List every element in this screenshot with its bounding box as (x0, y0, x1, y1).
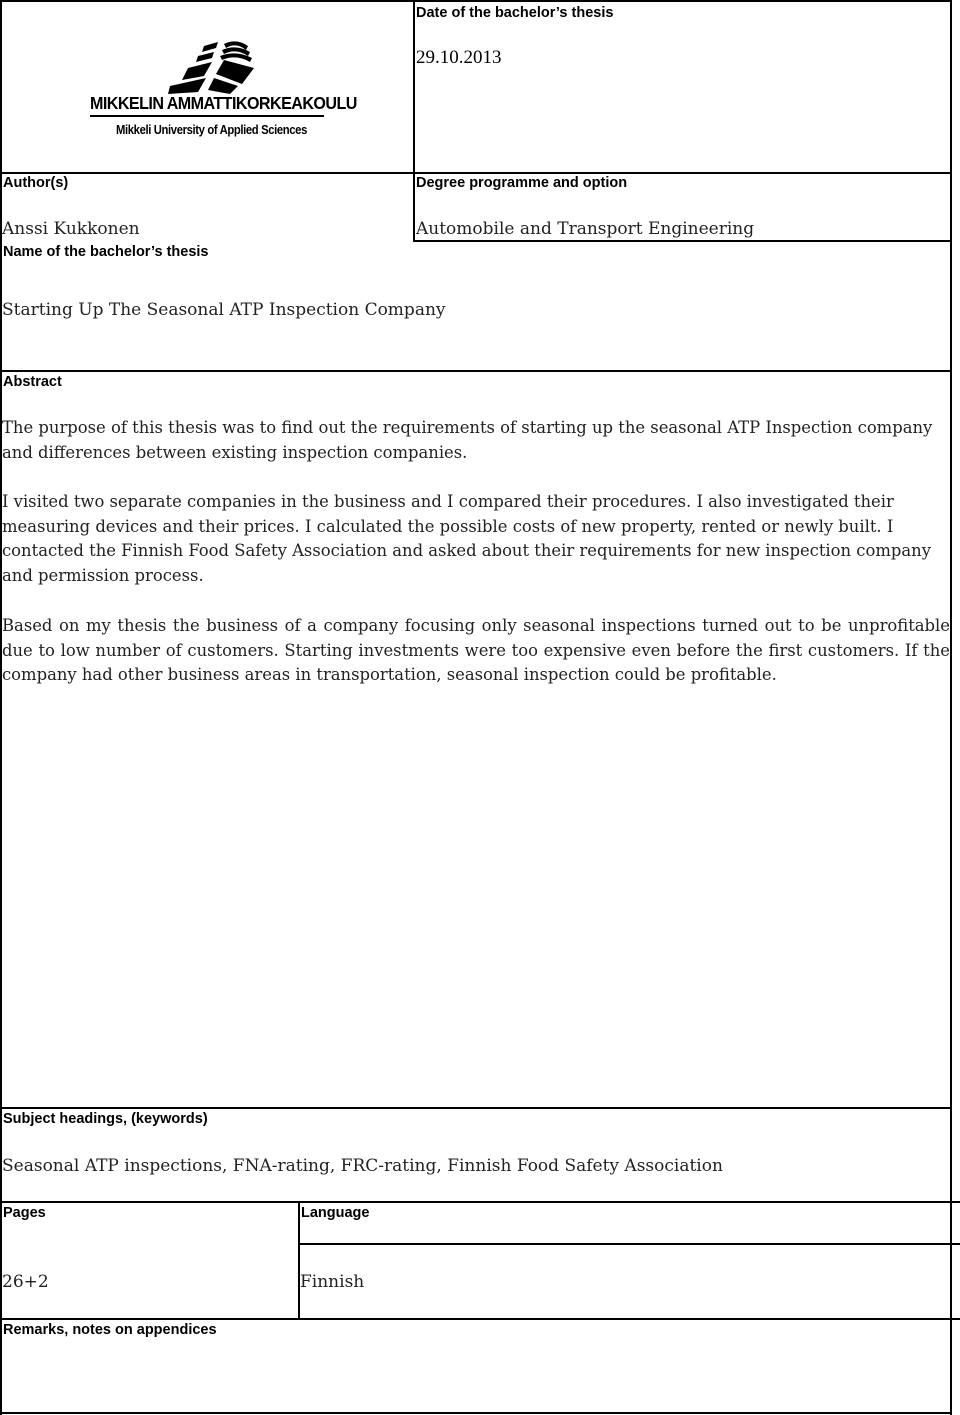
logo-underline (90, 115, 324, 117)
abstract-label: Abstract (3, 374, 62, 390)
divider-abstract-top (0, 370, 952, 372)
border-bottom (0, 1412, 952, 1414)
university-subtitle: Mikkeli University of Applied Sciences (116, 123, 307, 137)
divider-language-inner (298, 1243, 960, 1245)
divider-header-bottom (0, 172, 952, 174)
language-label: Language (301, 1205, 370, 1221)
abstract-paragraph-3: Based on my thesis the business of a company focusing only seasonal inspections turned out to be unprofitable due to low number of customers. Starting investments were too expensive even before the first customers. If the company had other business areas in transportation, seasonal inspection could be profitable. (2, 616, 950, 684)
language-value: Finnish (300, 1272, 365, 1292)
university-name: MIKKELIN AMMATTIKORKEAKOULU (90, 93, 357, 113)
abstract-paragraph-1: The purpose of this thesis was to find out the requirements of starting up the seasonal ATP Inspection company and differences between existing inspection companies. (2, 418, 933, 462)
thesis-name-value: Starting Up The Seasonal ATP Inspection Company (2, 300, 446, 320)
border-left (0, 0, 2, 1415)
pages-label: Pages (3, 1205, 46, 1221)
abstract-paragraph-2: I visited two separate companies in the business and I compared their procedures. I also investigated their measuring devices and their prices. I calculated the possible costs of new property, rented or newly built. I contacted the Finnish Food Safety Association and asked about their requirements for new inspection company and permission process. (2, 492, 931, 585)
divider-remarks-top (0, 1318, 960, 1320)
divider-keywords-top (0, 1107, 952, 1109)
divider-degree-bottom (413, 240, 952, 242)
divider-pages-top (0, 1201, 960, 1203)
degree-value: Automobile and Transport Engineering (416, 219, 755, 239)
keywords-label: Subject headings, (keywords) (3, 1111, 208, 1127)
university-emblem-icon (168, 38, 260, 94)
pages-value: 26+2 (2, 1272, 49, 1292)
date-label: Date of the bachelor’s thesis (416, 5, 614, 21)
author-label: Author(s) (3, 175, 69, 191)
border-right (950, 0, 952, 1415)
degree-label: Degree programme and option (416, 175, 628, 191)
border-top (0, 0, 952, 2)
divider-pages-vertical (298, 1201, 300, 1319)
divider-header-vertical (413, 0, 415, 242)
date-value: 29.10.2013 (416, 47, 502, 68)
keywords-value: Seasonal ATP inspections, FNA-rating, FRC-rating, Finnish Food Safety Association (2, 1156, 723, 1176)
author-value: Anssi Kukkonen (2, 219, 140, 239)
thesis-name-label: Name of the bachelor’s thesis (3, 244, 209, 260)
remarks-label: Remarks, notes on appendices (3, 1322, 217, 1338)
